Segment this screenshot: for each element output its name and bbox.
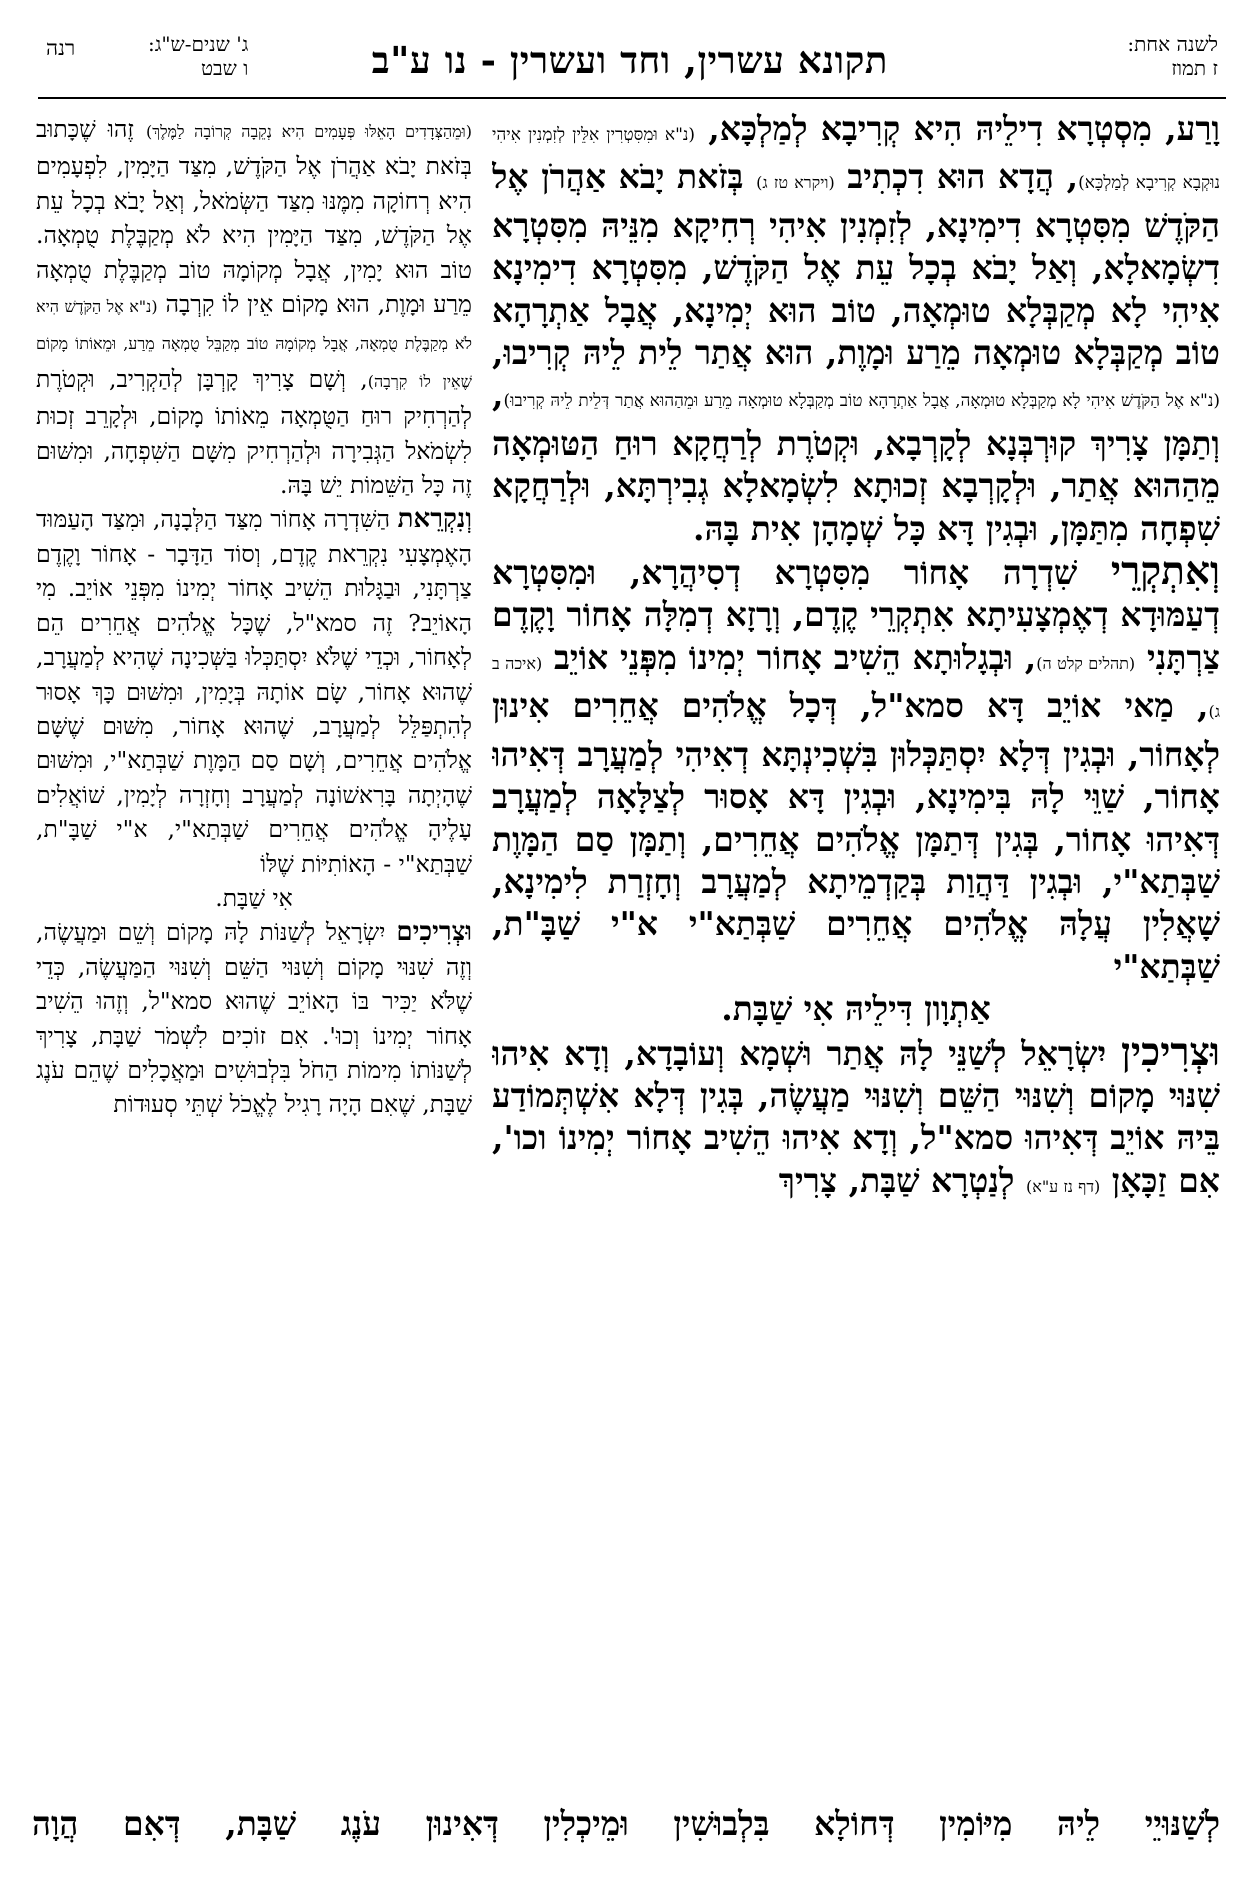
page-number: רנה xyxy=(46,36,76,60)
main-text-column xyxy=(492,108,1220,1798)
translation-paragraph-2-end: אִי שַׁבָּת. xyxy=(215,883,293,912)
main-paragraph-3 xyxy=(492,1028,1220,1209)
header-three-years-date: ו שבט xyxy=(200,56,249,80)
header-one-year-label: לשנה אחת: xyxy=(1127,32,1218,56)
main-text: בְּזֹאת יָבֹא אַהֲרֹן אֶל הַקֹּדֶשׁ מִסִּטְרָא דִימִינָא, לְזִמְנִין אִיהִי רְחִיקָא מִנֵּיהּ מִסִּטְרָא דִשְׂמָאלָא, וְאַל יָבֹא בְכָל עֵת אֶל הַקֹּדֶשׁ, מִסִּטְרָא דִימִינָא אִיהִי לָא מְקַבְּלָא טוּמְאָה, טוֹב הוּא יְמִינָא, אֲבָל אַתְרָהָא טוֹב מְקַבְּלָא טוּמְאָה מֵרַע וּמָוֶת, הוּא אֲתַר לֵית לֵיהּ קְרִיבוּ, xyxy=(492,157,1220,373)
main-text: לְנַטְרָא שַׁבָּת, צָרִיךְ xyxy=(778,1160,1015,1200)
page-title: תקונא עשרין, וחד ועשרין - נו ע"ב xyxy=(371,38,888,82)
full-width-bottom-line: לְשַׁנּוּיֵי לֵיהּ מִיּוֹמִין דְּחוֹלָא בִּלְבוּשִׁין וּמֵיכְלִין דְּאִינוּן עֹנֶג שַׁבָּת, דְּאִם הֲוָה xyxy=(32,1804,1220,1843)
page-reference: (דף נז ע"א) xyxy=(1025,1176,1101,1196)
header-schedule-one-year xyxy=(1127,32,1218,80)
translation-column xyxy=(36,112,472,1802)
verse-reference: (תהלים קלט ה) xyxy=(1036,653,1136,673)
translation-paragraph-1 xyxy=(36,112,472,502)
translation-paragraph-2 xyxy=(36,502,472,880)
translation-text: , וְשָׁם צָרִיךְ קָרְבָּן לְהַקְרִיב, וּקְטֹרֶת לְהַרְחִיק רוּחַ הַטֻּמְאָה מֵאוֹתוֹ מָקוֹם, וּלְקָרֵב זְכוּת לִשְׂמֹאל הַגְּבִירָה וּלְהַרְחִיק מִשָּׁם הַשִּׁפְחָה, וּמִשּׁוּם זֶה כָּל הַשֵּׁמוֹת יֵשׁ בָּהּ. xyxy=(36,364,472,500)
main-text: , הֲדָא הוּא דִכְתִיב xyxy=(847,157,1079,197)
header-one-year-date: ז תמוז xyxy=(1171,56,1218,80)
translation-text: זֶהוּ שֶׁכָּתוּב בְּזֹאת יָבֹא אַהֲרֹן אֶל הַקֹּדֶשׁ, מִצַּד הַיָּמִין, לִפְעָמִים הִיא רְחוֹקָה מִמֶּנּוּ מִצַּד הַשְּׂמֹאל, וְאַל יָבֹא בְכָל עֵת אֶל הַקֹּדֶשׁ, מִצַּד הַיָּמִין הִיא לֹא מְקַבֶּלֶת טֻמְאָה. טוֹב הוּא יָמִין, אֲבָל מְקוֹמָהּ טוֹב מְקַבֶּלֶת טֻמְאָה מֵרַע וּמָוֶת, הוּא מָקוֹם אֵין לוֹ קִרְבָה xyxy=(36,115,472,319)
paragraph-lead-word: וְאִתְקְרֵי xyxy=(1110,548,1220,595)
header-three-years-label: ג' שנים-ש"ג: xyxy=(148,32,249,56)
paragraph-lead-word: וּצְרִיכִים xyxy=(396,917,472,948)
translation-text: יִשְׂרָאֵל לְשַׁנּוֹת לָהּ מָקוֹם וְשֵׁם וּמַעֲשֶׂה, וְזֶה שִׁנּוּי מָקוֹם וְשִׁנּוּי הַשֵּׁם וְשִׁנּוּי הַמַּעֲשֶׂה, כְּדֵי שֶׁלֹּא יַכִּיר בּוֹ הָאוֹיֵב שֶׁהוּא סמא"ל, וְזֶהוּ הֵשִׁיב אָחוֹר יְמִינוֹ וְכוּ'. אִם זוֹכִים לִשְׁמֹר שַׁבָּת, צָרִיךְ לְשַׁנּוֹתוֹ מִימוֹת הַחֹל בִּלְבוּשִׁים וּמַאֲכָלִים שֶׁהֵם עֹנֶג שַׁבָּת, שֶׁאִם הָיָה רָגִיל לֶאֱכֹל שְׁתֵּי סְעוּדוֹת xyxy=(36,918,472,1119)
main-text: וָרַע, מִסְטְרָא דִילֵיהּ הִיא קְרִיבָא לְמַלְכָּא, xyxy=(708,109,1220,148)
verse-reference: (ויקרא טז ג) xyxy=(756,173,835,193)
main-paragraph-2 xyxy=(492,550,1220,988)
page-header xyxy=(38,32,1228,94)
paragraph-lead-word: וְנִקְרֵאת xyxy=(397,504,472,535)
translation-note: (וּמֵהַצְּדָדִים הָאֵלּוּ פְּעָמִים הִיא נְקֵבָה קְרוֹבָה לַמֶּלֶךְ) xyxy=(145,122,472,141)
header-schedule-three-years xyxy=(148,32,248,80)
main-paragraph-1 xyxy=(492,108,1220,550)
main-paragraph-2-end: אַתְוָון דִּילֵיהּ אִי שַׁבָּת. xyxy=(721,989,991,1029)
header-divider xyxy=(38,97,1226,99)
verse-reference: (איכה ב ג) xyxy=(492,653,1220,722)
translation-paragraph-3 xyxy=(36,915,472,1121)
paragraph-lead-word: וּצְרִיכִין xyxy=(1120,1028,1220,1075)
variant-note: (נ"א אֶל הַקֹּדֶשׁ אִיהִי לָא מְקַבְּלָא טוּמְאָה, אֲבָל אַתְרָהָא טוֹב מְקַבְּלָא טוּמְאָה מֵרַע וּמֵהַהוּא אֲתַר דְּלֵית לֵיהּ קְרִיבוּ) xyxy=(503,391,1220,412)
main-text: יִשְׂרָאֵל לְשַׁנֵּי לָהּ אֲתַר וּשְׁמָא וְעוֹבָדָא, וְדָא אִיהוּ שִׁנּוּי מָקוֹם וְשִׁנּוּי הַשֵּׁם וְשִׁנּוּי מַעֲשֶׂה, בְּגִין דְּלָא אִשְׁתְּמוֹדַע בֵּיהּ אוֹיֵב דְּאִיהוּ סמא"ל, וְדָא אִיהוּ הֵשִׁיב אָחוֹר יְמִינוֹ וכו', אִם זַכָּאָן xyxy=(492,1033,1220,1200)
translation-note: (נ"א אֶל הַקֹּדֶשׁ הִיא לֹא מְקַבֶּלֶת טֻמְאָה, אֲבָל מְקוֹמָהּ טוֹב מְקַבֵּל טֻמְאָה מֵרַע, וּמֵאוֹתוֹ מָקוֹם שֶׁאֵין לוֹ קִרְבָה) xyxy=(36,297,472,391)
variant-note: (נ"א וּמִסִּטְרִין אִלֵּין לְזִמְנִין אִיהִי נוּקְבָא קְרִיבָא לְמַלְכָּא) xyxy=(492,125,1220,194)
main-text: , וְתַמָּן צָרִיךְ קוּרְבְּנָא לְקָרְבָא, וּקְטֹרֶת לְרַחֲקָא רוּחַ הַטּוּמְאָה מֵהַהוּא אֲתַר, וּלְקָרְבָא זְכוּתָא לִשְׂמָאלָא גְבִירְתָּא, וּלְרַחֲקָא שִׁפְחָה מִתַּמָּן, וּבְגִין דָּא כָּל שְׁמָהָן אִית בָּהּ. xyxy=(492,375,1220,548)
main-text: , מַאי אוֹיֵב דָּא סמא"ל, דְּכָל אֱלֹהִים אֲחֵרִים אִינוּן לְאָחוֹר, וּבְגִין דְּלָא יִסְתַּכְּלוּן בִּשְׁכִינְתָּא דְאִיהִי לְמַעֲרָב דְּאִיהוּ אָחוֹר, שַׁוֵּי לָהּ בִּימִינָא, וּבְגִין דָּא אָסוּר לְצַלָּאָה לְמַעֲרָב דְּאִיהוּ אָחוֹר, בְּגִין דְּתַמָּן אֱלֹהִים אֲחֵרִים, וְתַמָּן סַם הַמָּוֶת שַׁבְּתַא"י, וּבְגִין דַּהֲוַת בְּקַדְמֵיתָא לְמַעֲרָב וְחָזְרַת לִימִינָא, שָׁאֲלִין עֲלָהּ אֱלֹהִים אֲחֵרִים שַׁבְּתַא"י א"י שַׁבָּ"ת, שַׁבְּתַא"י xyxy=(492,686,1220,986)
translation-text: הַשִּׁדְרָה אָחוֹר מִצַּד הַלְּבָנָה, וּמִצַּד הָעַמּוּד הָאֶמְצָעִי נִקְרֵאת קֶדֶם, וְסוֹד הַדָּבָר - אָחוֹר וָקֶדֶם צַרְתָּנִי, וּבַגָּלוּת הֵשִׁיב אָחוֹר יְמִינוֹ מִפְּנֵי אוֹיֵב. מִי הָאוֹיֵב? זֶה סמא"ל, שֶׁכָּל אֱלֹהִים אֲחֵרִים הֵם לְאָחוֹר, וּכְדֵי שֶׁלֹּא יִסְתַּכְּלוּ בַּשְּׁכִינָה שֶׁהִיא לְמַעֲרָב, שֶׁהוּא אָחוֹר, שָׂם אוֹתָהּ בְּיָמִין, וּמִשּׁוּם כָּךְ אָסוּר לְהִתְפַּלֵּל לְמַעֲרָב, שֶׁהוּא אָחוֹר, מִשּׁוּם שֶׁשָּׁם אֱלֹהִים אֲחֵרִים, וְשָׁם סַם הַמָּוֶת שַׁבְּתַא"י, וּמִשּׁוּם שֶׁהָיְתָה בָּרִאשׁוֹנָה לְמַעֲרָב וְחָזְרָה לְיָמִין, שׁוֹאֲלִים עָלֶיהָ אֱלֹהִים אֲחֵרִים שַׁבְּתַא"י, א"י שַׁבָּ"ת, שַׁבְּתַא"י - הָאוֹתִיּוֹת שֶׁלּוֹ xyxy=(36,505,472,878)
main-text: שִׁדְרָה אָחוֹר מִסִּטְרָא דְסִיהֲרָא, וּמִסִּטְרָא דְעַמּוּדָא דְאֶמְצָעִיתָא אִתְקְרֵי קֶדֶם, וְרָזָא דְמִלָּה אָחוֹר וָקֶדֶם צַרְתָּנִי xyxy=(492,553,1220,677)
main-text: , וּבְגָלוּתָא הֵשִׁיב אָחוֹר יְמִינוֹ מִפְּנֵי אוֹיֵב xyxy=(554,637,1037,677)
